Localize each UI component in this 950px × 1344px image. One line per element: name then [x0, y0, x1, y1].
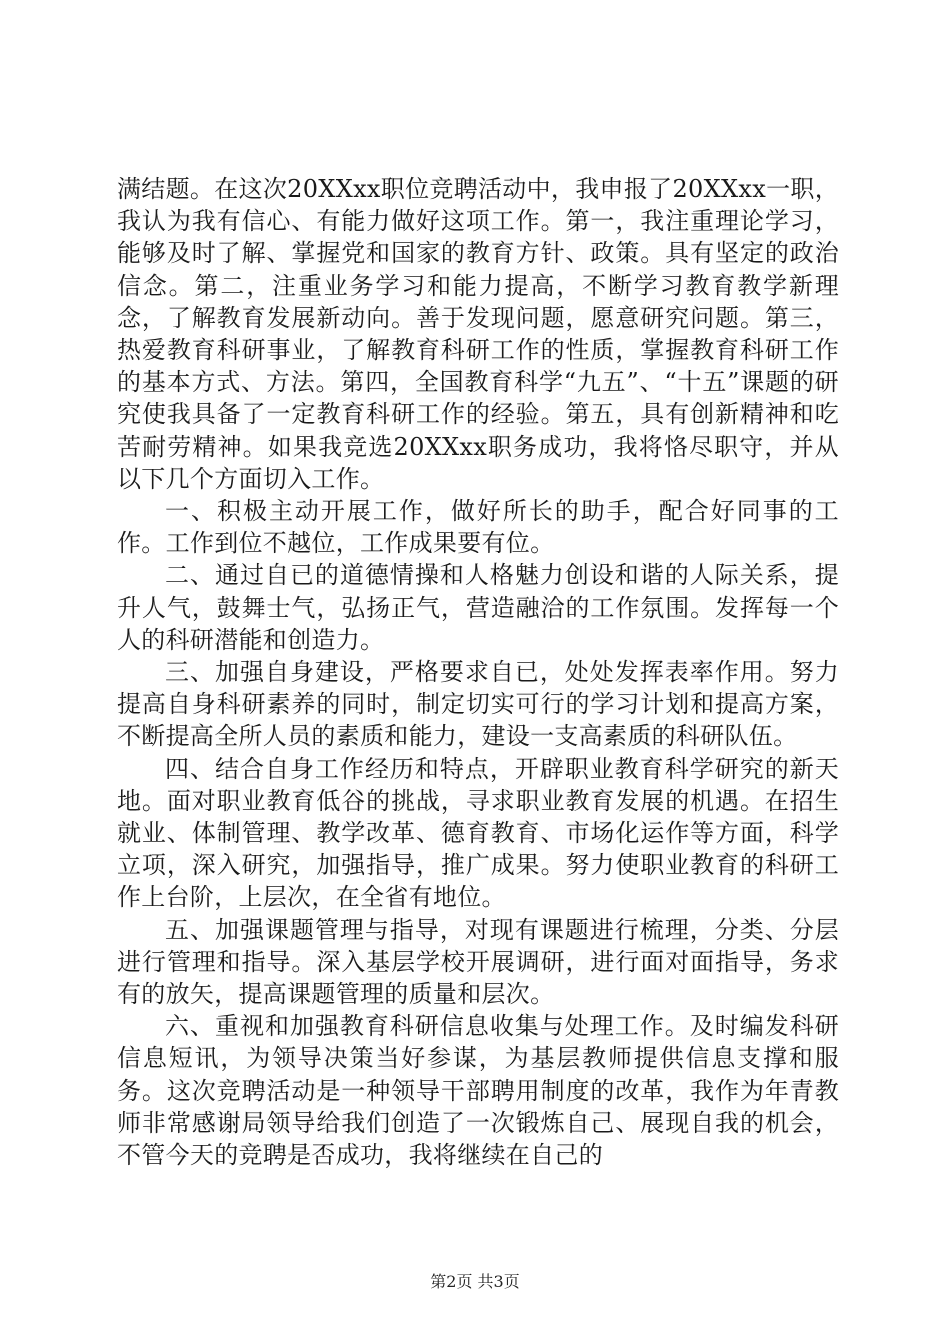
paragraph-intro: 满结题。在这次20XXxx职位竞聘活动中，我申报了20XXxx一职，我认为我有信心、有能力做好这项工作。第一，我注重理论学习，能够及时了解、掌握党和国家的教育方针、政策。具有坚定的政治信念。第二，注重业务学习和能力提高，不断学习教育教学新理念，了解教育发展新动向。善于发现问题，愿意研究问题。第三，热爱教育科研事业，了解教育科研工作的性质，掌握教育科研工作的基本方式、方法。第四，全国教育科学“九五”、“十五”课题的研究使我具备了一定教育科研工作的经验。第五，具有创新精神和吃苦耐劳精神。如果我竞选20XXxx职务成功，我将恪尽职守，并从以下几个方面切入工作。	[117, 175, 839, 493]
paragraph-point-4: 四、结合自身工作经历和特点，开辟职业教育科学研究的新天地。面对职业教育低谷的挑战，寻求职业教育发展的机遇。在招生就业、体制管理、教学改革、德育教育、市场化运作等方面，科学立项，深入研究，加强指导，推广成果。努力使职业教育的科研工作上台阶，上层次，在全省有地位。	[117, 754, 839, 912]
paragraph-point-6: 六、重视和加强教育科研信息收集与处理工作。及时编发科研信息短讯，为领导决策当好参谋，为基层教师提供信息支撑和服务。这次竞聘活动是一种领导干部聘用制度的改革，我作为年青教师非常感谢局领导给我们创造了一次锻炼自己、展现自我的机会，不管今天的竞聘是否成功，我将继续在自己的	[117, 1012, 839, 1170]
paragraph-point-2: 二、通过自已的道德情操和人格魅力创设和谐的人际关系，提升人气，鼓舞士气，弘扬正气，营造融洽的工作氛围。发挥每一个人的科研潜能和创造力。	[117, 561, 839, 654]
paragraph-point-1: 一、积极主动开展工作，做好所长的助手，配合好同事的工作。工作到位不越位，工作成果要有位。	[117, 497, 839, 558]
paragraph-point-5: 五、加强课题管理与指导，对现有课题进行梳理，分类、分层进行管理和指导。深入基层学校开展调研，进行面对面指导，务求有的放矢，提高课题管理的质量和层次。	[117, 915, 839, 1009]
page-number-footer: 第2页 共3页	[430, 1272, 520, 1291]
paragraph-point-3: 三、加强自身建设，严格要求自已，处处发挥表率作用。努力提高自身科研素养的同时，制定切实可行的学习计划和提高方案，不断提高全所人员的素质和能力，建设一支高素质的科研队伍。	[117, 658, 839, 751]
document-body	[117, 173, 839, 1171]
